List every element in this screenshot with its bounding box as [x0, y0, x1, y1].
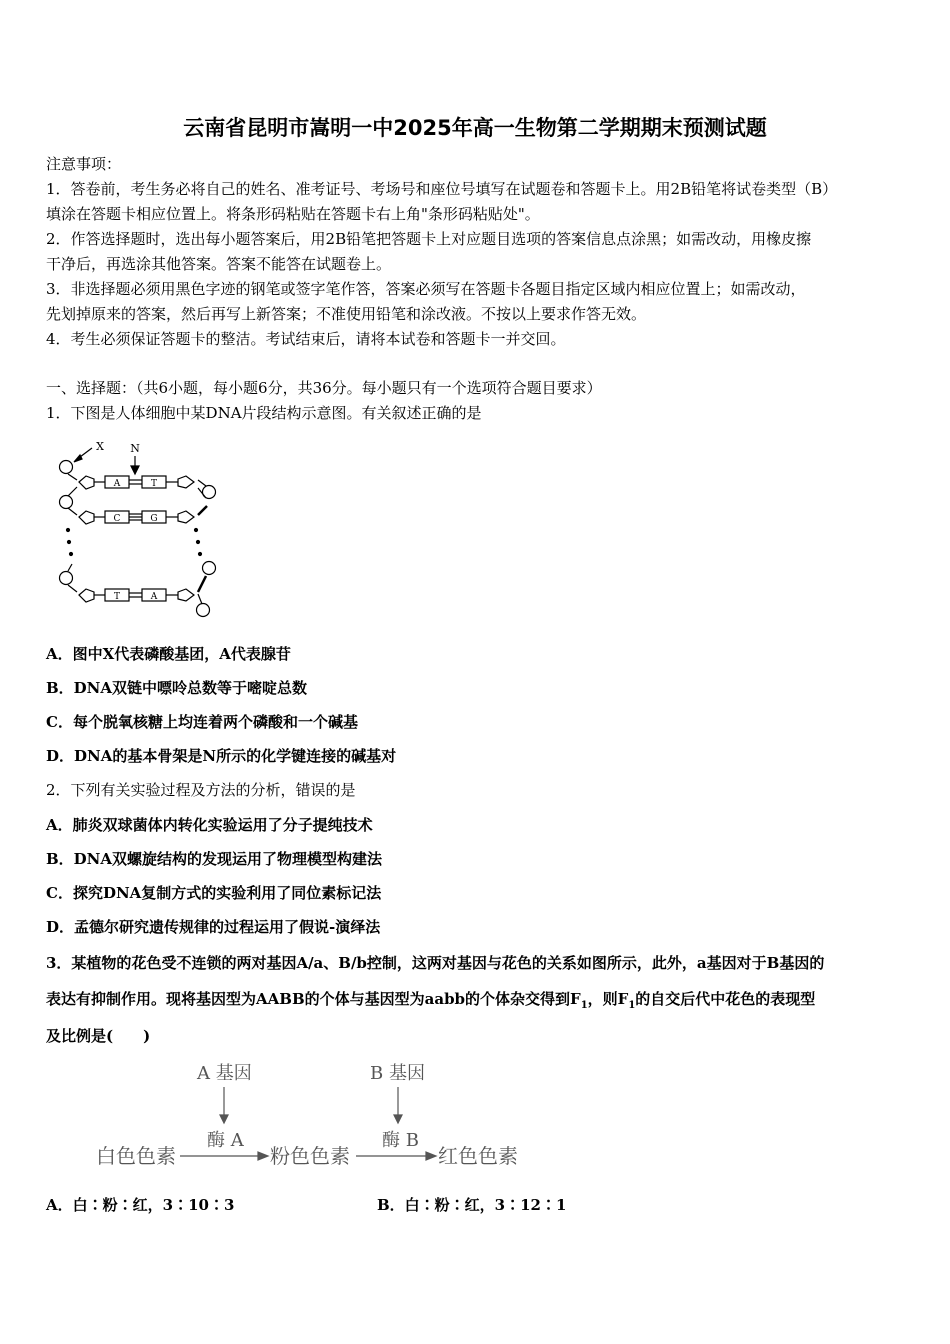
question-2-stem: 2．下列有关实验过程及方法的分析，错误的是 [46, 781, 356, 799]
deoxyribose [178, 511, 194, 523]
gene-a-label: A 基因 [197, 1063, 252, 1084]
base-label: T [150, 479, 158, 489]
phosphate [60, 496, 73, 509]
label-n: N [130, 442, 140, 455]
notice-line: 2．作答选择题时，选出每小题答案后，用2B铅笔把答题卡上对应题目选项的答案信息点涂黑；如需改动，用橡皮擦 [46, 230, 812, 248]
question-3-stem-line3: 及比例是( ) [46, 1027, 151, 1045]
red-pigment: 红色色素 [438, 1144, 518, 1168]
gene-b-arrowhead [394, 1115, 402, 1123]
base-label: C [113, 514, 121, 524]
q2-option-c: C．探究DNA复制方式的实验利用了同位素标记法 [46, 884, 382, 902]
deoxyribose [79, 476, 94, 489]
phosphate [60, 572, 73, 585]
page-title: 云南省昆明市嵩明一中2025年高一生物第二学期期末预测试题 [183, 116, 767, 140]
base-label: A [113, 479, 121, 489]
gene-b-label: B 基因 [370, 1063, 425, 1084]
q2-option-d: D．孟德尔研究遗传规律的过程运用了假说-演绎法 [46, 918, 381, 936]
q1-option-c: C．每个脱氧核糖上均连着两个磷酸和一个碱基 [46, 713, 358, 731]
notice-line: 先划掉原来的答案，然后再写上新答案；不准使用铅笔和涂改液。不按以上要求作答无效。 [46, 305, 647, 323]
notice-line: 3．非选择题必须用黑色字迹的钢笔或签字笔作答，答案必须写在答题卡各题目指定区域内相应位置上；如需改动， [46, 280, 806, 298]
base-label: T [113, 592, 121, 602]
deoxyribose [79, 589, 94, 602]
dna-structure-figure [50, 436, 230, 621]
base-label: A [150, 592, 158, 602]
n-arrowhead [131, 466, 139, 474]
q1-option-d: D．DNA的基本骨架是N所示的化学键连接的碱基对 [46, 747, 397, 765]
deoxyribose [178, 589, 194, 601]
notice-line: 干净后，再选涂其他答案。答案不能答在试题卷上。 [46, 255, 392, 273]
deoxyribose [178, 476, 194, 488]
enzyme-a-label: 酶 A [207, 1130, 244, 1151]
q3-option-a: A．白∶粉∶红，3∶10∶3 [46, 1196, 235, 1214]
q2-option-a: A．肺炎双球菌体内转化实验运用了分子提纯技术 [46, 816, 373, 834]
pink-pigment: 粉色色素 [270, 1144, 350, 1168]
deoxyribose [79, 511, 94, 524]
arrowhead [426, 1152, 436, 1160]
gene-a-arrowhead [220, 1115, 228, 1123]
question-1-stem: 1．下图是人体细胞中某DNA片段结构示意图。有关叙述正确的是 [46, 404, 482, 422]
notice-line: 4．考生必须保证答题卡的整洁。考试结束后，请将本试卷和答题卡一并交回。 [46, 330, 566, 348]
arrowhead [258, 1152, 268, 1160]
phosphate [203, 562, 216, 575]
q3-option-b: B．白∶粉∶红，3∶12∶1 [377, 1196, 567, 1214]
base-label: G [150, 514, 158, 524]
question-3-stem-line2: 表达有抑制作用。现将基因型为AABB的个体与基因型为aabb的个体杂交得到$F_1$，则$F_1$的自交后代中花色的表现型 [46, 990, 816, 1011]
notice-line: 填涂在答题卡相应位置上。将条形码粘贴在答题卡右上角"条形码粘贴处"。 [46, 205, 540, 223]
label-x: X [96, 440, 104, 453]
x-arrowhead [74, 455, 82, 462]
q1-option-a: A．图中X代表磷酸基团，A代表腺苷 [46, 645, 291, 663]
pigment-pathway-figure [80, 1055, 550, 1175]
enzyme-b-label: 酶 B [382, 1130, 419, 1151]
notice-heading: 注意事项： [46, 155, 122, 173]
q2-option-b: B．DNA双螺旋结构的发现运用了物理模型构建法 [46, 850, 383, 868]
section-heading: 一、选择题：（共6小题，每小题6分，共36分。每小题只有一个选项符合题目要求） [46, 379, 602, 397]
phosphate [60, 461, 73, 474]
q1-option-b: B．DNA双链中嘌呤总数等于嘧啶总数 [46, 679, 308, 697]
question-3-stem-line1: 3．某植物的花色受不连锁的两对基因A/a、B/b控制，这两对基因与花色的关系如图所示，此外，a基因对于B基因的 [46, 954, 825, 972]
white-pigment: 白色色素 [96, 1144, 176, 1168]
phosphate [197, 604, 210, 617]
notice-line: 1．答卷前，考生务必将自己的姓名、准考证号、考场号和座位号填写在试题卷和答题卡上。用2B铅笔将试卷类型（B） [46, 180, 838, 198]
